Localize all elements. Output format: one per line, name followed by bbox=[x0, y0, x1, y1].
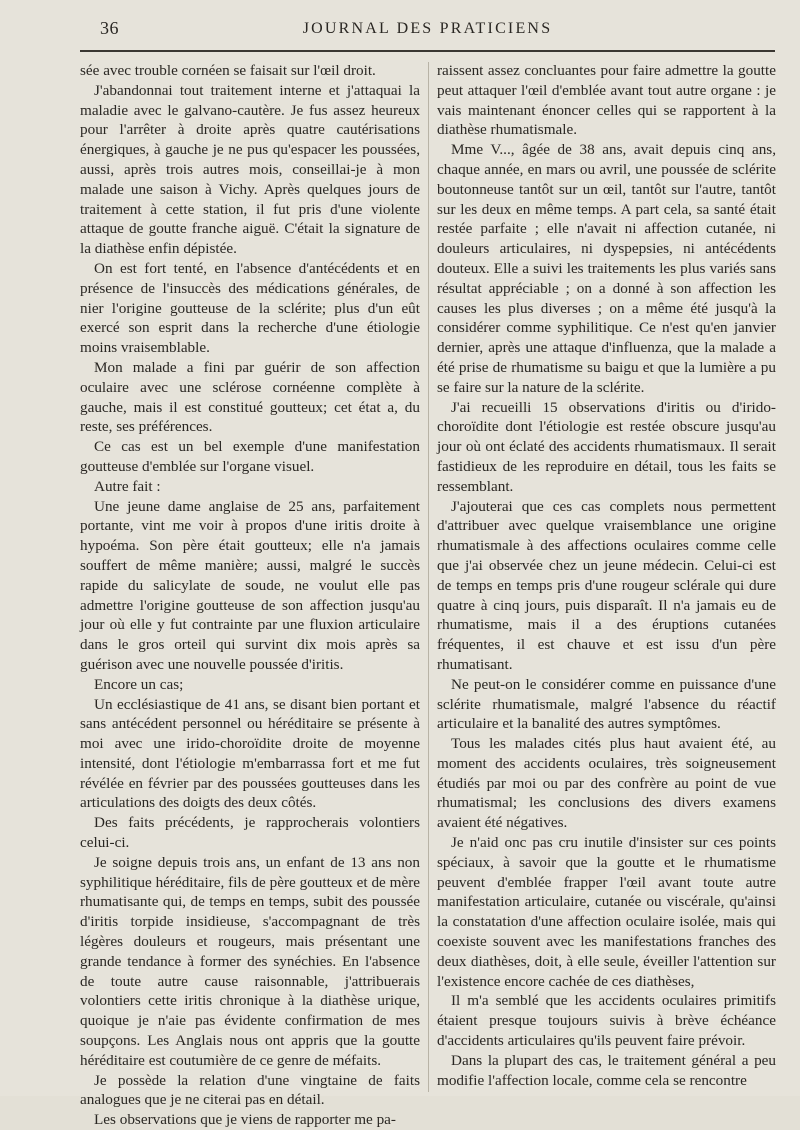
paragraph: Un ecclésiastique de 41 ans, se disant bien portant et sans antécédent personnel ou héréditaire se présente à moi avec une irido-choroïdite droite de moyenne intensité, dont l'étiologie m'embarrassa fort et me fut révélée en février par des poussées goutteuses dans les articulations des doigts des deux côtés. bbox=[80, 695, 420, 812]
paragraph: Je possède la relation d'une vingtaine de faits analogues que je ne citerai pas en détail. bbox=[80, 1071, 420, 1109]
column-divider bbox=[428, 62, 429, 1092]
paragraph: Dans la plupart des cas, le traitement général a peu modifie l'affection locale, comme cela se rencontre bbox=[437, 1051, 776, 1089]
paragraph: Tous les malades cités plus haut avaient été, au moment des accidents oculaires, très soigneusement étudiés par moi ou par des confrère au point de vue rhumatismal; les conclusions des divers examens avaient été négatives. bbox=[437, 735, 776, 832]
paragraph: Une jeune dame anglaise de 25 ans, parfaitement portante, vint me voir à propos d'une iritis droite à hypoéma. Son père était goutteux; elle n'a jamais souffert de même manière; aussi, malgré le succès rapide du salicylate de soude, ne voulut elle pas admettre l'origine goutteuse de son affection jusqu'au jour où elle y fut contrainte par une fluxion articulaire dans le gros orteil qui survint dix mois après sa guérison avec une nouvelle poussée d'iritis. bbox=[80, 497, 420, 673]
paragraph: J'abandonnai tout traitement interne et j'attaquai la maladie avec le galvano-cautère. Je fus assez heureux pour l'arrêter à droite après quatre cautérisations énergiques, à gauche je ne pus qu'espacer les poussées, aussi, après trois autres mois, conseillai-je à mon malade une saison à Vichy. Après quelques jours de traitement à cette station, il fut pris d'une violente attaque de goutte franche aiguë. C'était la signature de la diathèse enfin dépistée. bbox=[80, 81, 420, 258]
paragraph: J'ai recueilli 15 observations d'iritis ou d'irido-choroïdite dont l'étiologie est restée obscure jusqu'au jour où ont éclaté des accidents rhumatismaux. Il serait fastidieux de les reproduire en détail, tous les faits se ressemblant. bbox=[437, 398, 776, 495]
paragraph: Mme V..., âgée de 38 ans, avait depuis cinq ans, chaque année, en mars ou avril, une poussée de sclérite boutonneuse tantôt sur un œil, tantôt sur l'autre, tantôt sur les deux en même temps. A part cela, sa santé était restée parfaite ; elle n'avait ni affection cutanée, ni douleurs articulaires, ni dyspepsies, ni antécédents douteux. Elle a suivi les traitements les plus variés sans résultat appréciable ; on a donné à son affection les causes les plus diverses ; on a même été jusqu'à la considérer comme syphilitique. Ce n'est qu'en janvier dernier, après une attaque d'influenza, que la malade a été prise de rhumatisme su baigu et que la lumière a pu se faire sur la nature de la sclérite. bbox=[437, 141, 776, 396]
header-rule bbox=[80, 50, 775, 52]
paragraph: raissent assez concluantes pour faire admettre la goutte peut attaquer l'œil d'emblée avant tout autre organe : je vais maintenant énoncer celles qui se rapportent à la diathèse rhumatismale. bbox=[437, 62, 776, 139]
right-column bbox=[437, 61, 776, 1090]
paragraph: Mon malade a fini par guérir de son affection oculaire avec une sclérose cornéenne complète à gauche, mais il est constitué goutteux; cet état a, du reste, ses préférences. bbox=[80, 358, 420, 436]
page-header bbox=[80, 18, 775, 48]
paragraph: sée avec trouble cornéen se faisait sur l'œil droit. bbox=[80, 62, 376, 79]
page-number: 36 bbox=[100, 18, 119, 38]
paragraph: Autre fait : bbox=[94, 477, 161, 495]
paragraph: Les observations que je viens de rapporter me pa- bbox=[94, 1111, 396, 1129]
paragraph: Encore un cas; bbox=[94, 675, 184, 693]
paragraph: On est fort tenté, en l'absence d'antécédents et en présence de l'insuccès des médications générales, de nier l'origine goutteuse de la sclérite; plus d'un eût exercé son esprit dans la recherche d'une étiologie moins vraisemblable. bbox=[80, 259, 420, 357]
journal-title: JOURNAL DES PRATICIENS bbox=[302, 20, 553, 37]
paragraph: Il m'a semblé que les accidents oculaires primitifs étaient presque toujours suivis à brève échéance d'accidents articulaires qu'ils peuvent faire prévoir. bbox=[437, 992, 776, 1050]
paragraph: Ce cas est un bel exemple d'une manifestation goutteuse d'emblée sur l'organe visuel. bbox=[80, 438, 420, 475]
paragraph: J'ajouterai que ces cas complets nous permettent d'attribuer avec quelque vraisemblance une origine rhumatismale à des affections oculaires comme celle que j'ai observée chez un jeune médecin. Celui-ci est de temps en temps pris d'une rougeur sclérale qui dure quatre à cinq jours, puis disparaît. Il n'a jamais eu de rhumatisme, mais il a des éruptions cutanées fréquentes, il est chauve et est issu d'un père rhumatisant. bbox=[437, 497, 776, 673]
paragraph: Ne peut-on le considérer comme en puissance d'une sclérite rhumatismale, malgré l'absence du réactif articulaire et la banalité des autres symptômes. bbox=[437, 675, 776, 733]
paragraph: Je soigne depuis trois ans, un enfant de 13 ans non syphilitique héréditaire, fils de père goutteux et de mère rhumatisante qui, de temps en temps, subit des poussée d'iritis torpide insidieuse, s'accompagnant de très légères douleurs et rougeurs, mais présentant une grande tendance à former des synéchies. En l'absence de toute autre cause raisonnable, j'attribuerais volontiers cette iritis chronique à la diathèse urique, quoique je n'aie pas évidente confirmation de mes soupçons. Les Anglais nous ont appris que la goutte héréditaire est coutumière de ce genre de méfaits. bbox=[80, 853, 420, 1069]
left-column bbox=[80, 61, 420, 1130]
paragraph: Je n'aid onc pas cru inutile d'insister sur ces points spéciaux, à savoir que la goutte et le rhumatisme peuvent d'emblée frapper l'œil avant toute autre manifestation articulaire, cutanée ou viscérale, qu'ainsi la constatation d'une affection oculaire isolée, mais qui coexiste souvent avec les manifestations franches des deux diathèses, doit, à elle seule, éveiller l'attention sur l'existence encore cachée de ces diathèses, bbox=[437, 834, 776, 990]
paragraph: Des faits précédents, je rapprocherais volontiers celui-ci. bbox=[80, 814, 420, 852]
